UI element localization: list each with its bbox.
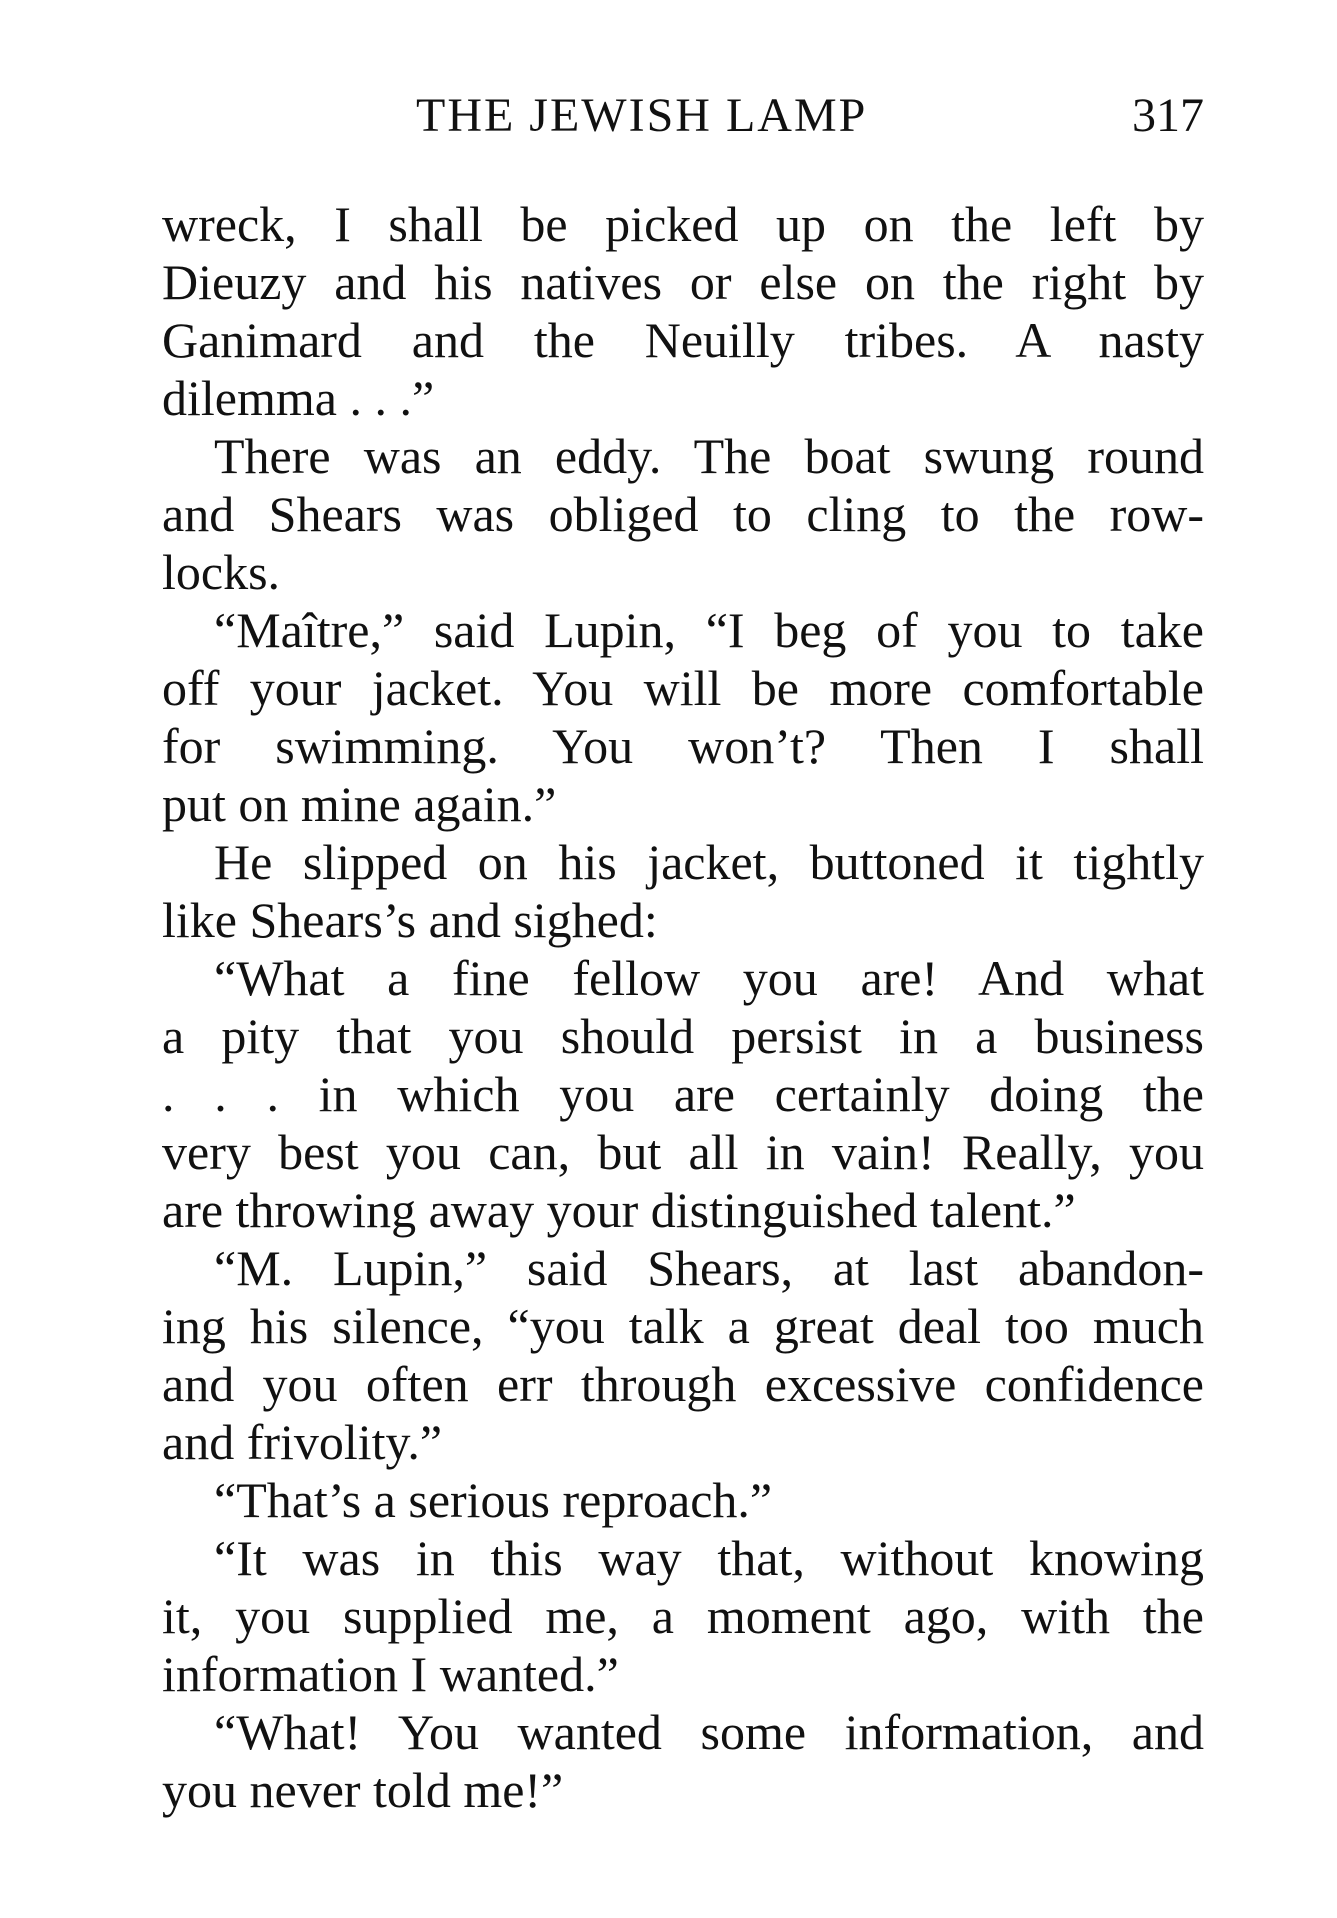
text-line: dilemma . . .” [162, 370, 435, 426]
text-line: “What! You wanted some information, and [214, 1704, 1204, 1760]
running-title: THE JEWISH LAMP [416, 89, 868, 142]
text-line: very best you can, but all in vain! Really, you [162, 1124, 1204, 1180]
text-line: There was an eddy. The boat swung round [214, 428, 1204, 484]
text-line: put on mine again.” [162, 776, 557, 832]
text-line: He slipped on his jacket, buttoned it tightly [214, 834, 1204, 890]
text-line: Ganimard and the Neuilly tribes. A nasty [162, 312, 1204, 368]
text-line: like Shears’s and sighed: [162, 892, 658, 948]
text-line: “It was in this way that, without knowing [214, 1530, 1204, 1586]
text-line: and frivolity.” [162, 1414, 443, 1470]
text-line: and Shears was obliged to cling to the row- [162, 486, 1204, 542]
text-line: wreck, I shall be picked up on the left by [162, 196, 1204, 252]
text-line: off your jacket. You will be more comfortable [162, 660, 1204, 716]
text-line: for swimming. You won’t? Then I shall [162, 718, 1204, 774]
text-line: and you often err through excessive confidence [162, 1356, 1204, 1412]
text-line: “M. Lupin,” said Shears, at last abandon- [214, 1240, 1204, 1296]
body-text [162, 195, 1204, 1819]
text-line: ing his silence, “you talk a great deal too much [162, 1298, 1204, 1354]
text-line: “That’s a serious reproach.” [214, 1472, 773, 1528]
text-line: “Maître,” said Lupin, “I beg of you to take [214, 602, 1204, 658]
page-number: 317 [1132, 89, 1204, 142]
text-line: “What a fine fellow you are! And what [214, 950, 1204, 1006]
text-line: Dieuzy and his natives or else on the right by [162, 254, 1204, 310]
text-line: it, you supplied me, a moment ago, with the [162, 1588, 1204, 1644]
text-line: locks. [162, 544, 281, 600]
text-line: information I wanted.” [162, 1646, 619, 1702]
text-line: are throwing away your distinguished talent.” [162, 1182, 1076, 1238]
page-header [162, 86, 1204, 146]
text-line: a pity that you should persist in a business [162, 1008, 1204, 1064]
text-line: you never told me!” [162, 1762, 564, 1818]
text-line: . . . in which you are certainly doing the [162, 1066, 1204, 1122]
